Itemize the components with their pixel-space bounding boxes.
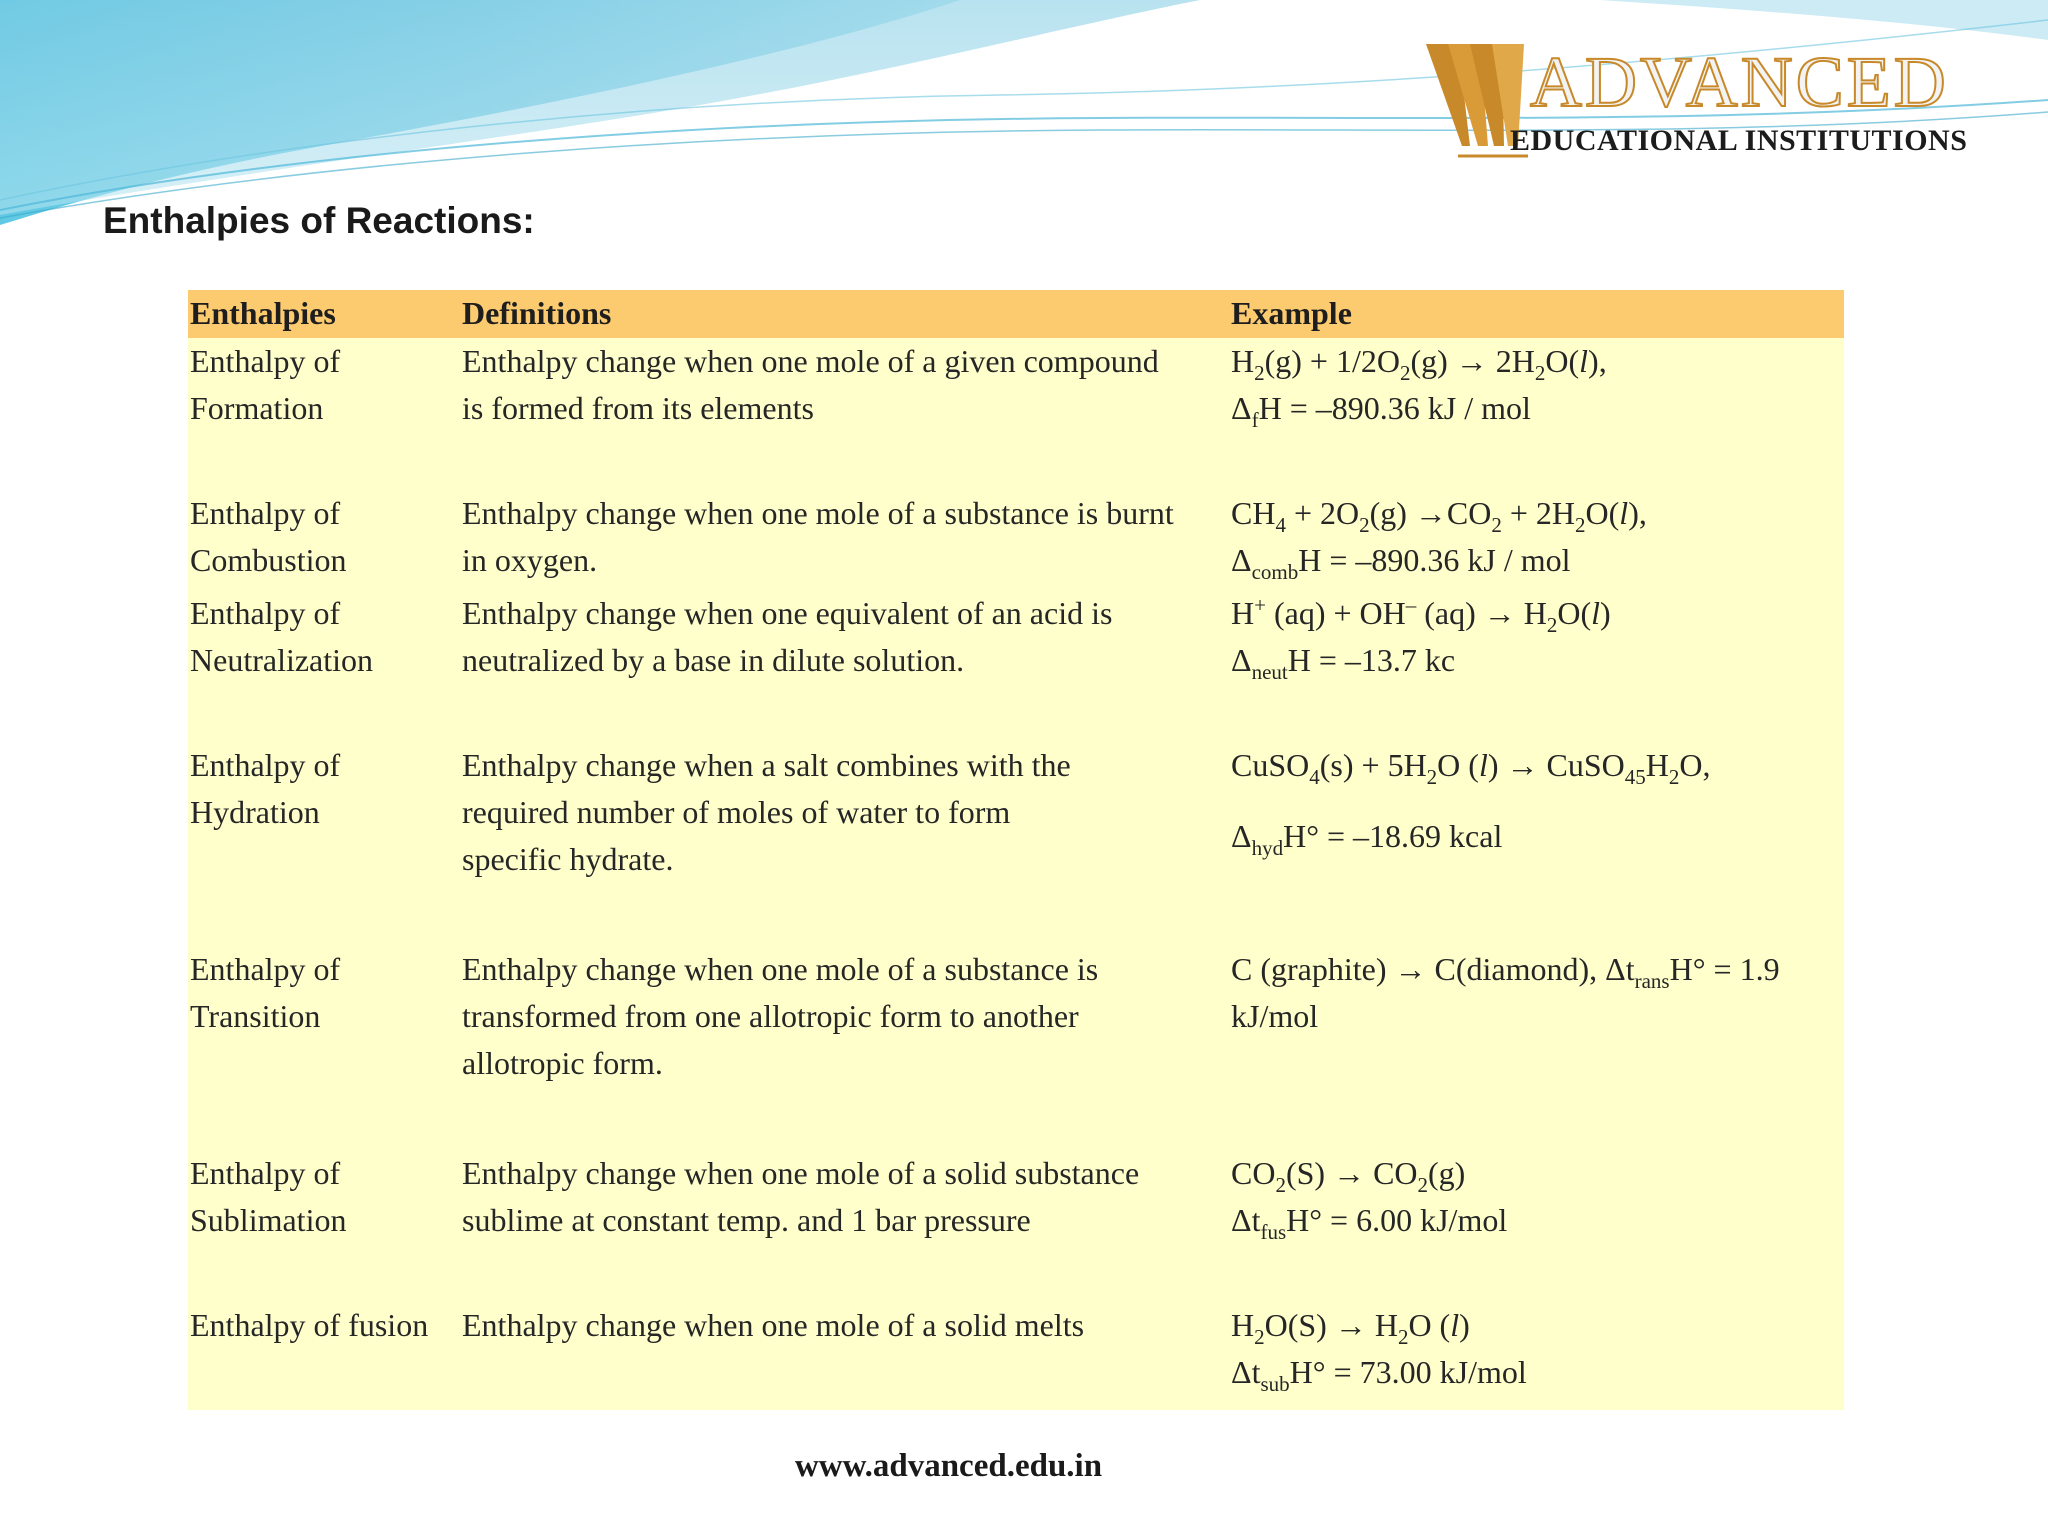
- example-value: kJ/mol: [1231, 998, 1319, 1034]
- column-header-definitions: Definitions: [460, 290, 1229, 338]
- enthalpy-definition: Enthalpy change when one mole of a substance is transformed from one allotropic form to another allotropic form.: [460, 946, 1229, 1150]
- enthalpy-example: [1229, 742, 1844, 946]
- institution-logo: [1418, 36, 1978, 166]
- example-value: $\Delta t_{sub}H^\circ = 73.00$ kJ/mol: [1231, 1354, 1527, 1396]
- enthalpy-definition: Enthalpy change when one mole of a given compound is formed from its elements: [460, 338, 1229, 490]
- table-row: [188, 490, 1844, 590]
- example-equation: $CO_2(S) \to CO_2(g)$: [1231, 1155, 1466, 1197]
- logo-subtitle: EDUCATIONAL INSTITUTIONS: [1510, 124, 1968, 157]
- enthalpy-definition: Enthalpy change when one equivalent of an acid is neutralized by a base in dilute solution.: [460, 590, 1229, 742]
- table-row: [188, 590, 1844, 742]
- example-equation: CuSO$_4$(s) + $5H_2O$ $(l) \to CuSO_{45}H_2O$,: [1231, 747, 1711, 789]
- enthalpy-definition: Enthalpy change when one mole of a solid substance sublime at constant temp. and 1 bar pressure: [460, 1150, 1229, 1302]
- column-header-example: Example: [1229, 290, 1844, 338]
- enthalpy-example: [1229, 338, 1844, 490]
- page-title: Enthalpies of Reactions:: [103, 200, 535, 241]
- column-header-enthalpies: Enthalpies: [188, 290, 460, 338]
- example-value: $\Delta_{neut}H = -13.7$ kc: [1231, 642, 1456, 684]
- example-equation: $CH_4 + 2O_2(g) \to CO_2 + 2H_2O(l)$,: [1231, 495, 1647, 537]
- enthalpy-name: Enthalpy of Formation: [188, 338, 460, 490]
- enthalpy-definition: Enthalpy change when a salt combines with the required number of moles of water to form specific hydrate.: [460, 742, 1229, 946]
- example-value: $\Delta_fH = -890.36$ kJ / mol: [1231, 390, 1531, 432]
- table-row: [188, 338, 1844, 490]
- example-value: $\Delta_{comb}H = -890.36$ kJ / mol: [1231, 542, 1571, 584]
- example-equation: C (graphite) → C(diamond), $\Delta t_{rans}H^\circ = 1.9$: [1231, 951, 1780, 993]
- table-header-row: [188, 290, 1844, 338]
- example-equation: $H_2O(S) \to H_2O$ (l): [1231, 1307, 1470, 1349]
- enthalpies-table: [188, 290, 1844, 1410]
- example-equation: H+ (aq) + OH– $(aq) \to H_2O(l)$: [1231, 593, 1611, 637]
- enthalpy-name: Enthalpy of fusion: [188, 1302, 460, 1410]
- enthalpy-example: [1229, 490, 1844, 590]
- website-url: www.advanced.edu.in: [794, 1448, 1103, 1484]
- enthalpy-name: Enthalpy of Sublimation: [188, 1150, 460, 1302]
- enthalpy-example: [1229, 946, 1844, 1150]
- example-value: $\Delta_{hyd}H^\circ = -18.69$ kcal: [1231, 818, 1503, 860]
- table-row: [188, 1150, 1844, 1302]
- enthalpy-definition: Enthalpy change when one mole of a solid melts: [460, 1302, 1229, 1410]
- enthalpy-name: Enthalpy of Neutralization: [188, 590, 460, 742]
- enthalpy-name: Enthalpy of Combustion: [188, 490, 460, 590]
- table-row: [188, 946, 1844, 1150]
- enthalpy-example: [1229, 1302, 1844, 1410]
- table-row: [188, 742, 1844, 946]
- enthalpy-example: [1229, 1150, 1844, 1302]
- logo-wordmark: ADVANCED: [1530, 42, 1949, 122]
- enthalpy-name: Enthalpy of Hydration: [188, 742, 460, 946]
- example-value: $\Delta t_{fus}H^\circ = 6.00$ kJ/mol: [1231, 1202, 1508, 1244]
- example-equation: $H_2(g) + 1/2O_2(g) \to 2H_2O(l)$,: [1231, 343, 1607, 385]
- table-row: [188, 1302, 1844, 1410]
- enthalpy-example: [1229, 590, 1844, 742]
- enthalpy-definition: Enthalpy change when one mole of a substance is burnt in oxygen.: [460, 490, 1229, 590]
- enthalpy-name: Enthalpy of Transition: [188, 946, 460, 1150]
